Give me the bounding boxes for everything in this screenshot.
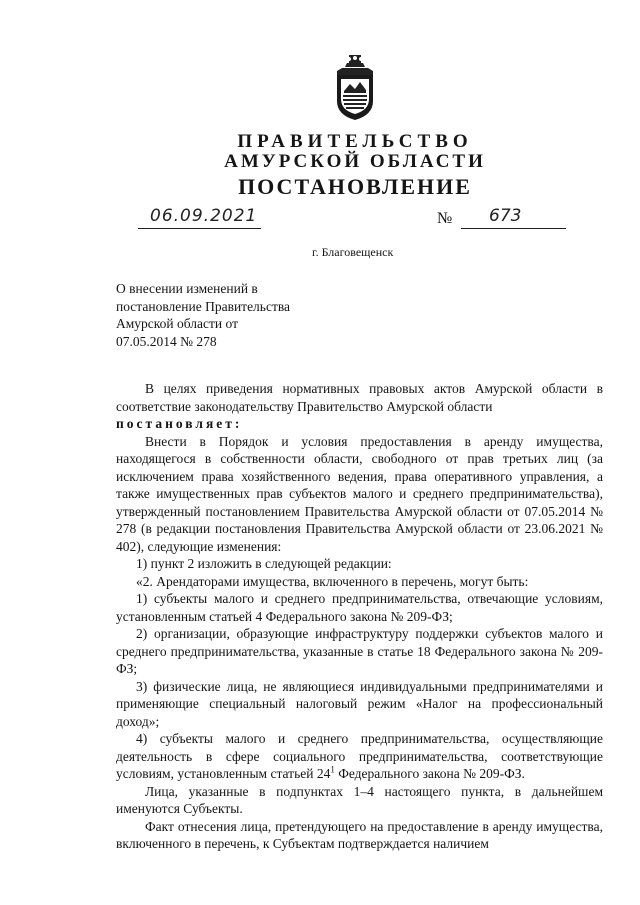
document-number: 673: [489, 206, 522, 226]
subitem-4-text: 4) субъекты малого и среднего предпринимательства, осуществляющие деятельность в сфере социального предпринимательства, соответствующие условиям, установленным статьей 24: [116, 731, 603, 781]
amur-region-coat-of-arms-icon: [332, 55, 378, 121]
subitem-4: [116, 730, 603, 783]
header-government: ПРАВИТЕЛЬСТВО: [237, 131, 473, 152]
number-underline: [461, 228, 566, 229]
date-underline: [138, 228, 261, 229]
city-name: г. Благовещенск: [312, 245, 394, 259]
persons-paragraph: Лица, указанные в подпунктах 1–4 настоящего пункта, в дальнейшем именуются Субъекты.: [116, 783, 603, 816]
change-item-1: 1) пункт 2 изложить в следующей редакции:: [136, 556, 392, 571]
subitem-3: 3) физические лица, не являющиеся индивидуальными предпринимателями и применяющие специальный налоговый режим «Налог на профессиональный доход»;: [116, 678, 603, 729]
main-paragraph: Внести в Порядок и условия предоставления в аренду имущества, находящегося в собственности области, свободного от прав третьих лиц (за исключением права хозяйственного ведения, права оперативного управления, а также имущественных прав субъектов малого и среднего предпринимательства), утвержденный постановлением Правительства Амурской области от 07.05.2014 № 278 (в редакции постановления Правительства Амурской области от 23.06.2021 № 402), следующие изменения:: [116, 433, 603, 554]
document-date: 06.09.2021: [150, 206, 258, 226]
decree-word: постановляет:: [116, 416, 243, 431]
change-item-2: «2. Арендаторами имущества, включенного в перечень, могут быть:: [136, 573, 529, 589]
fact-paragraph: Факт отнесения лица, претендующего на предоставление в аренду имущества, включенного в перечень, к Субъектам подтверждается наличием: [116, 818, 603, 851]
subitem-4-text-end: Федерального закона № 209-ФЗ.: [334, 766, 525, 781]
intro-line-1: В целях приведения нормативных правовых актов Амурской области в: [145, 381, 603, 396]
subitem-2: 2) организации, образующие инфраструктуру поддержки субъектов малого и среднего предпринимательства, указанные в статье 18 Федерального закона № 209-ФЗ;: [116, 626, 603, 676]
article-superscript: 1: [330, 764, 335, 775]
subject-line: 07.05.2014 № 278: [116, 333, 217, 349]
header-document-type: ПОСТАНОВЛЕНИЕ: [238, 174, 472, 199]
subject-line: постановление Правительства: [116, 298, 291, 314]
subject-line: О внесении изменений в: [116, 281, 258, 296]
document-body: [116, 380, 603, 853]
subject-line: Амурской области от: [116, 316, 238, 331]
header-region: АМУРСКОЙ ОБЛАСТИ: [224, 151, 486, 172]
subitem-1: 1) субъекты малого и среднего предпринимательства, отвечающие условиям, установленным статьей 4 Федерального закона № 209-ФЗ;: [116, 591, 603, 624]
number-sign: №: [437, 210, 453, 227]
document-subject: [116, 280, 346, 350]
intro-line-2: соответствие законодательству Правительство Амурской области: [116, 398, 493, 414]
